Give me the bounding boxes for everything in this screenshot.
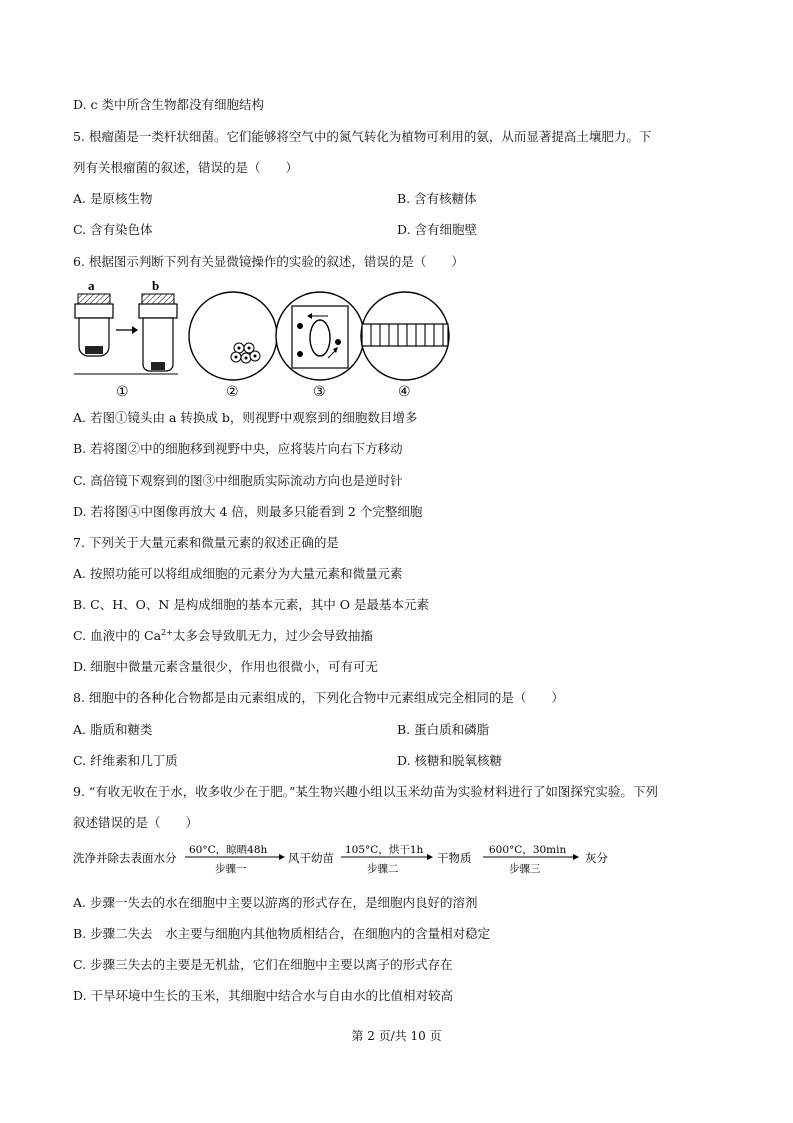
- figure-number-1: ①: [116, 384, 129, 400]
- flow-diagram-svg: [73, 840, 633, 880]
- flow-mid-2: 干物质: [437, 851, 472, 865]
- page-footer: 第 2 页/共 10 页: [351, 1029, 442, 1043]
- microscope-figure: [70, 278, 450, 403]
- q9-option-c: C. 步骤三失去的主要是无机盐，它们在细胞中主要以离子的形式存在: [73, 957, 453, 972]
- q7-option-c-pre: C. 血液中的 Ca: [73, 628, 162, 643]
- arrow-right-icon: [573, 854, 579, 860]
- q7-option-a: A. 按照功能可以将组成细胞的元素分为大量元素和微量元素: [73, 566, 403, 581]
- q5-stem-line1: 5. 根瘤菌是一类杆状细菌。它们能够将空气中的氮气转化为植物可利用的氨，从而显著提高土壤肥力。下: [73, 129, 652, 144]
- q6-option-a: A. 若图①镜头由 a 转换成 b，则视野中观察到的细胞数目增多: [73, 410, 418, 425]
- label-b: b: [152, 278, 160, 293]
- flow-condition-3: 600°C，30min: [489, 844, 567, 856]
- field-of-view-4: [361, 292, 449, 380]
- q7-option-b: B. C、H、O、N 是构成细胞的基本元素，其中 O 是最基本元素: [73, 597, 429, 612]
- microscope-figure-svg: [70, 278, 450, 400]
- q5-option-d: D. 含有细胞壁: [397, 222, 478, 237]
- flow-step-2: 步骤二: [367, 863, 399, 875]
- figure-number-4: ④: [398, 384, 411, 400]
- q7-stem: 7. 下列关于大量元素和微量元素的叙述正确的是: [73, 535, 339, 550]
- flow-condition-2: 105°C，烘干1h: [345, 844, 424, 856]
- flow-end: 灰分: [585, 851, 608, 865]
- arrow-right-icon: [116, 326, 138, 334]
- flow-start: 洗净并除去表面水分: [73, 851, 177, 865]
- q9-stem-line2: 叙述错误的是（ ）: [73, 815, 199, 830]
- q9-option-b: B. 步骤二失去 水主要与细胞内其他物质相结合，在细胞内的含量相对稳定: [73, 926, 491, 941]
- q8-stem: 8. 细胞中的各种化合物都是由元素组成的，下列化合物中元素组成完全相同的是（ ）: [73, 690, 564, 705]
- q8-option-b: B. 蛋白质和磷脂: [397, 722, 490, 737]
- q7-option-c: [73, 628, 373, 644]
- q6-option-c: C. 高倍镜下观察到的图③中细胞质实际流动方向也是逆时针: [73, 473, 403, 488]
- q8-option-d: D. 核糖和脱氧核糖: [397, 753, 503, 768]
- q4-option-d: D. c 类中所含生物都没有细胞结构: [73, 97, 264, 112]
- flow-condition-1: 60°C，晾晒48h: [189, 844, 268, 856]
- q8-option-c: C. 纤维素和几丁质: [73, 753, 178, 768]
- field-of-view-2: [189, 292, 277, 380]
- arrow-right-icon: [427, 854, 433, 860]
- flow-step-1: 步骤一: [215, 863, 247, 875]
- flow-step-3: 步骤三: [509, 863, 541, 875]
- q7-option-d: D. 细胞中微量元素含量很少，作用也很微小，可有可无: [73, 659, 379, 674]
- field-of-view-3: [276, 292, 364, 380]
- q5-option-c: C. 含有染色体: [73, 222, 153, 237]
- label-a: a: [88, 278, 95, 293]
- figure-number-2: ②: [226, 384, 239, 400]
- q6-stem: 6. 根据图示判断下列有关显微镜操作的实验的叙述，错误的是（ ）: [73, 254, 464, 269]
- q5-option-b: B. 含有核糖体: [397, 191, 477, 206]
- objective-lens-b: [139, 294, 177, 371]
- experiment-flow-diagram: [73, 840, 633, 883]
- objective-lens-a: [75, 294, 113, 356]
- q9-stem-line1: 9. “有收无收在于水，收多收少在于肥。”某生物兴趣小组以玉米幼苗为实验材料进行了如图探究实验。下列: [73, 784, 658, 799]
- q6-option-b: B. 若将图②中的细胞移到视野中央，应将装片向右下方移动: [73, 441, 403, 456]
- q6-option-d: D. 若将图④中图像再放大 4 倍，则最多只能看到 2 个完整细胞: [73, 504, 423, 519]
- q8-option-a: A. 脂质和糖类: [73, 722, 153, 737]
- arrow-right-icon: [279, 854, 285, 860]
- q7-option-c-post: 太多会导致肌无力，过少会导致抽搐: [172, 628, 373, 643]
- flow-mid-1: 风干幼苗: [288, 851, 334, 865]
- q5-option-a: A. 是原核生物: [73, 191, 153, 206]
- q9-option-d: D. 干旱环境中生长的玉米，其细胞中结合水与自由水的比值相对较高: [73, 988, 454, 1003]
- q7-option-c-sup: 2+: [161, 628, 173, 637]
- q9-option-a: A. 步骤一失去的水在细胞中主要以游离的形式存在，是细胞内良好的溶剂: [73, 895, 478, 910]
- q5-stem-line2: 列有关根瘤菌的叙述，错误的是（ ）: [73, 160, 299, 175]
- figure-number-3: ③: [313, 384, 326, 400]
